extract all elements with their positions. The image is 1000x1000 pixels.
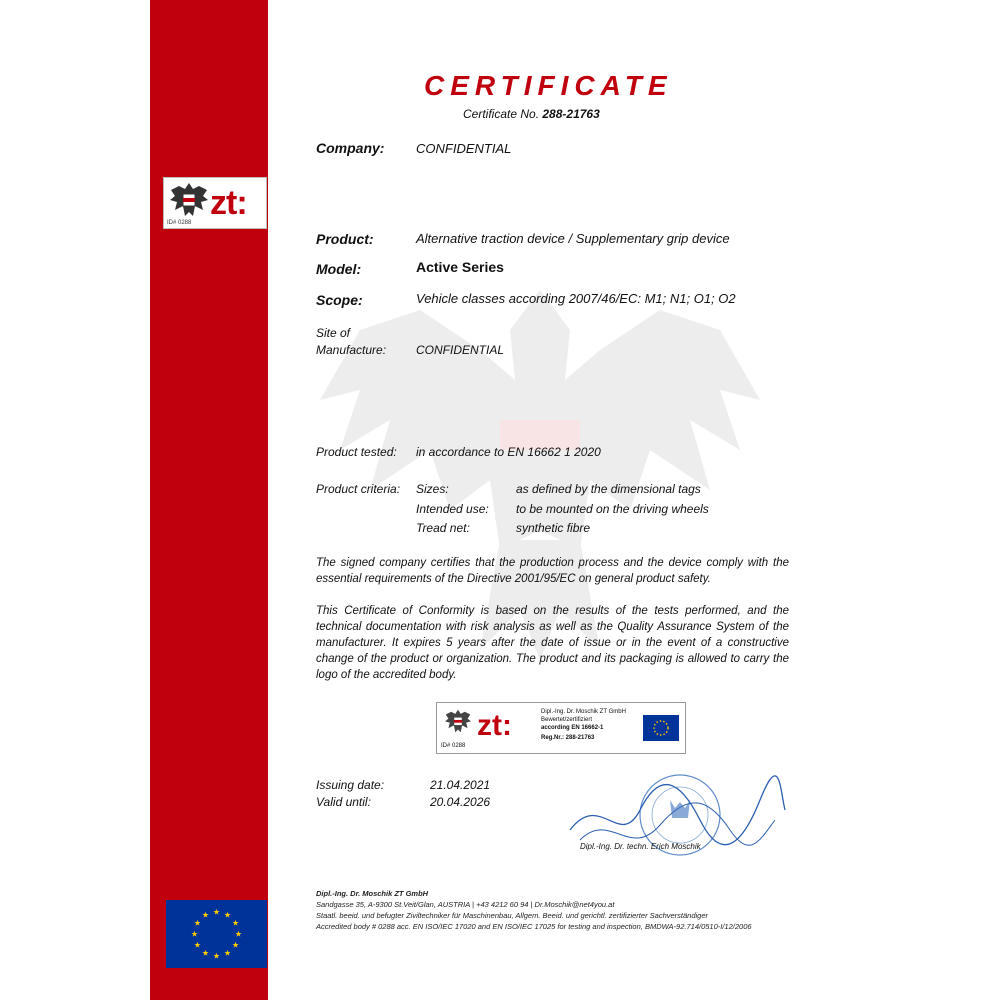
logo-id-label: ID# 0288 [167, 220, 192, 226]
stamp-logo-text: zt: [477, 709, 512, 742]
company-value: CONFIDENTIAL [416, 141, 512, 156]
scope-label: Scope: [316, 292, 363, 308]
criteria-key-tread: Tread net: [416, 521, 470, 535]
cert-no-value: 288-21763 [542, 107, 600, 121]
zt-logo [163, 177, 267, 229]
austrian-eagle-icon [167, 180, 211, 222]
criteria-key-sizes: Sizes: [416, 482, 449, 496]
site-value: CONFIDENTIAL [416, 343, 505, 357]
issuing-label: Issuing date: [316, 778, 385, 792]
criteria-value-sizes: as defined by the dimensional tags [516, 482, 701, 496]
cert-no-label: Certificate No. [463, 107, 540, 121]
product-label: Product: [316, 231, 374, 247]
footer-address: Sandgasse 35, A-9300 St.Veit/Glan, AUSTRIA | +43 4212 60 94 | Dr.Moschik@net4you.at [316, 900, 615, 909]
criteria-value-tread: synthetic fibre [516, 521, 591, 535]
model-label: Model: [316, 261, 362, 277]
criteria-value-use: to be mounted on the driving wheels [516, 502, 709, 516]
paragraph-compliance: The signed company certifies that the production process and the device comply with the essential requirements of the Directive 2001/95/EC on general product safety. [316, 557, 789, 585]
red-side-band [150, 0, 268, 1000]
stamp-line3: according EN 16662-1 [541, 725, 604, 731]
stamp-line2: Bewertet/zertifiziert [541, 717, 593, 723]
model-value: Active Series [416, 259, 504, 275]
certificate-title: CERTIFICATE [424, 70, 673, 101]
stamp-id-label: ID# 0288 [441, 743, 466, 749]
issuing-value: 21.04.2021 [430, 778, 491, 792]
site-label-line2: Manufacture: [316, 343, 387, 357]
stamp-eagle-icon [443, 706, 473, 738]
scope-value: Vehicle classes according 2007/46/EC: M1; N1; O1; O2 [416, 291, 736, 306]
valid-label: Valid until: [316, 795, 371, 809]
criteria-label: Product criteria: [316, 482, 401, 496]
zt-logo-text: zt: [210, 184, 247, 222]
footer-line3: Accredited body # 0288 acc. EN ISO/IEC 17020 and EN ISO/IEC 17025 for testing and inspection, BMDWA-92.714/0510-I/12/2006 [316, 922, 752, 931]
stamp-line1: Dipl.-Ing. Dr. Moschik ZT GmbH [541, 709, 626, 715]
stamp-line4: Reg.Nr.: 288-21763 [541, 735, 595, 741]
stamp-eu-flag-icon [643, 715, 679, 741]
product-value: Alternative traction device / Supplementary grip device [416, 231, 730, 246]
signature-seal-icon [560, 770, 790, 870]
valid-value: 20.04.2026 [430, 795, 491, 809]
criteria-key-use: Intended use: [416, 502, 489, 516]
eu-flag-icon [166, 900, 267, 968]
site-label-line1: Site of [316, 326, 351, 340]
signature-name: Dipl.-Ing. Dr. techn. Erich Moschik [580, 842, 701, 851]
paragraph-conformity: This Certificate of Conformity is based on the results of the tests performed, and the technical documentation with risk analysis as well as the Quality Assurance System of the manufacturer. It expires 5 years after the date of issue or in the event of a constructive change of the product or organization. The product and its packaging is allowed to carry the logo of the accredited body. [316, 605, 789, 681]
footer-line2: Staatl. beeid. und befugter Ziviltechniker für Maschinenbau, Allgem. Beeid. und gerichtl. zertifizierter Sachverständiger [316, 911, 709, 920]
tested-label: Product tested: [316, 445, 397, 459]
footer-company: Dipl.-Ing. Dr. Moschik ZT GmbH [316, 889, 429, 898]
company-label: Company: [316, 140, 385, 156]
certificate-number [463, 107, 600, 121]
tested-value: in accordance to EN 16662 1 2020 [416, 445, 601, 459]
certification-stamp [436, 702, 686, 754]
